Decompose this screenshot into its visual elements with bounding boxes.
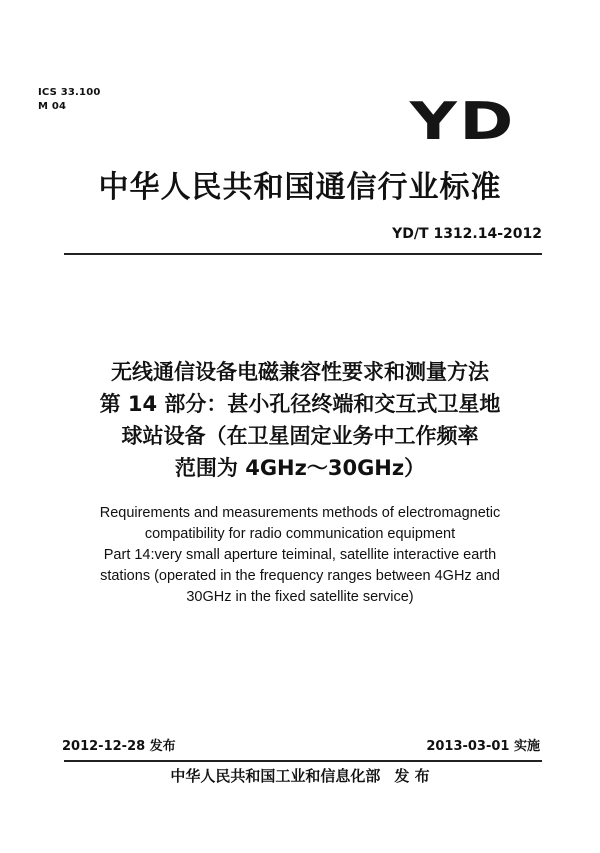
classification-codes [38,86,101,114]
publish-date: 2012-12-28 发布 [62,739,176,754]
en-title-line: compatibility for radio communication equipment [144,526,456,542]
cn-title-line: 第 14 部分：甚小孔径终端和交互式卫星地 [99,392,501,416]
category-code: M 04 [38,101,67,112]
cn-title-line: 无线通信设备电磁兼容性要求和测量方法 [111,360,489,384]
en-title-line: Requirements and measurements methods of electromagnetic [99,505,501,521]
standard-title: 中华人民共和国通信行业标准 [98,170,502,205]
en-title-line: 30GHz in the fixed satellite service) [186,589,414,605]
cn-title-line: 范围为 4GHz～30GHz） [174,456,426,480]
issuing-authority [0,765,600,786]
issue-action: 发 布 [394,767,430,785]
en-title-line: Part 14:very small aperture teiminal, satellite interactive earth [103,547,497,563]
top-divider [64,253,542,255]
yd-logo: YD [409,92,516,152]
effective-date: 2013-03-01 实施 [426,739,540,754]
chinese-document-title [0,356,600,484]
cn-title-line: 球站设备（在卫星固定业务中工作频率 [121,424,479,448]
en-title-line: stations (operated in the frequency ranges between 4GHz and [100,568,500,584]
english-document-title [0,503,600,608]
issuer-name: 中华人民共和国工业和信息化部 [170,767,381,785]
bottom-divider [64,760,542,762]
ics-code: ICS 33.100 [38,87,101,98]
standard-number: YD/T 1312.14-2012 [392,226,542,242]
